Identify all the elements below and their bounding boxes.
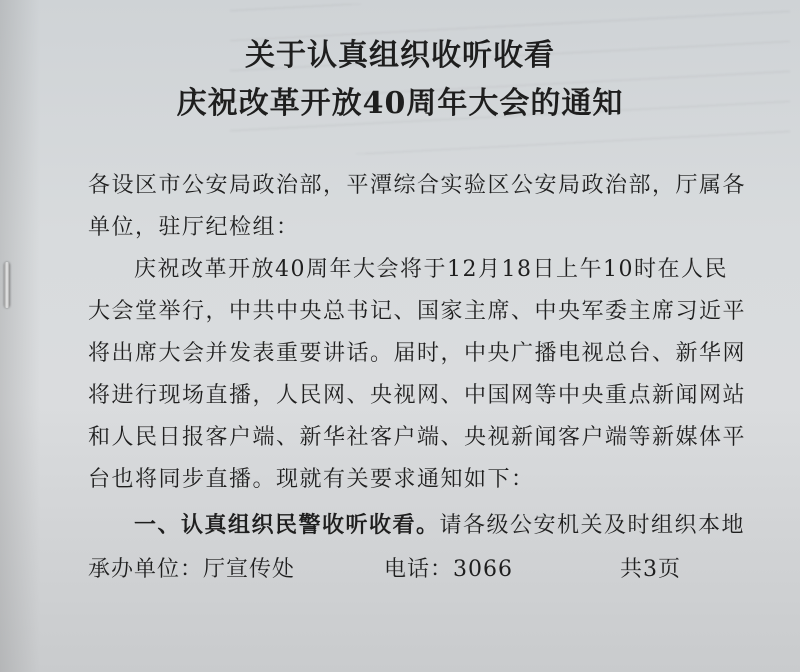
footer-pages: 共3页 [620,557,681,582]
footer-unit: 承办单位：厅宣传处 [88,557,296,582]
body-line: 将进行现场直播，人民网、央视网、中国网等中央重点新闻网站 [88,383,747,408]
section-line [134,508,745,539]
body-line: 庆祝改革开放40周年大会将于12月18日上午10时在人民 [134,257,728,282]
recipients-line1: 各设区市公安局政治部，平潭综合实验区公安局政治部，厅属各 [88,173,747,198]
recipients-line2: 单位，驻厅纪检组： [88,215,300,240]
body-line: 大会堂举行，中共中央总书记、国家主席、中央军委主席习近平 [88,299,747,324]
body-line: 台也将同步直播。现就有关要求通知如下： [88,467,535,492]
section-heading: 一、认真组织民警收听收看。 [134,512,440,538]
document-title-line2: 庆祝改革开放40周年大会的通知 [176,86,624,121]
body-line: 和人民日报客户端、新华社客户端、央视新闻客户端等新媒体平 [88,425,747,450]
body-line: 将出席大会并发表重要讲话。届时，中央广播电视总台、新华网 [88,341,747,366]
footer-phone: 电话：3066 [384,557,513,582]
document-title-line1: 关于认真组织收听收看 [245,38,555,73]
binder-clip [4,262,10,308]
section-text: 请各级公安机关及时组织本地 [439,513,746,538]
